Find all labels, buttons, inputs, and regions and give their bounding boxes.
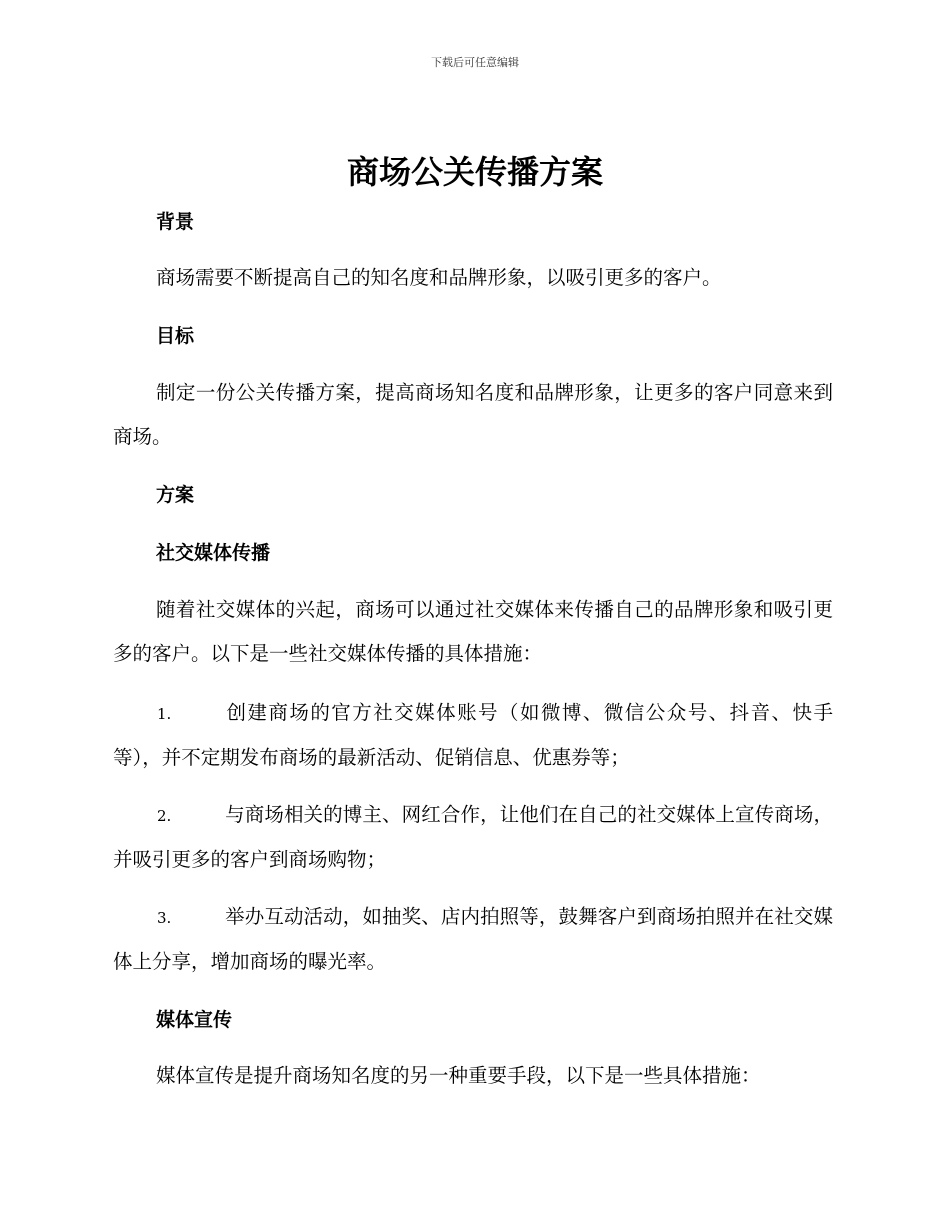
list-number: 2. — [157, 807, 172, 825]
heading-media: 媒体宣传 — [156, 1009, 233, 1031]
list-number: 1. — [157, 705, 172, 723]
list-item-text: 与商场相关的博主、网红合作，让他们在自己的社交媒体上宣传商场，并吸引更多的客户到商场购物； — [113, 803, 833, 871]
list-item — [113, 691, 833, 780]
heading-background: 背景 — [156, 211, 195, 233]
list-item — [113, 793, 833, 882]
heading-social-media: 社交媒体传播 — [156, 542, 271, 564]
list-item — [113, 895, 833, 984]
paragraph-social-media-intro: 随着社交媒体的兴起，商场可以通过社交媒体来传播自己的品牌形象和吸引更多的客户。以下是一些社交媒体传播的具体措施： — [113, 598, 833, 665]
document-title: 商场公关传播方案 — [346, 153, 603, 191]
heading-goal: 目标 — [156, 325, 195, 347]
header-note: 下载后可任意编辑 — [431, 56, 519, 69]
paragraph-media-intro: 媒体宣传是提升商场知名度的另一种重要手段，以下是一些具体措施： — [156, 1064, 761, 1087]
paragraph-goal: 制定一份公关传播方案，提高商场知名度和品牌形象，让更多的客户同意来到商场。 — [113, 381, 833, 448]
paragraph-background: 商场需要不断提高自己的知名度和品牌形象，以吸引更多的客户。 — [156, 266, 722, 289]
list-item-text: 举办互动活动，如抽奖、店内拍照等，鼓舞客户到商场拍照并在社交媒体上分享，增加商场的曝光率。 — [113, 905, 833, 973]
heading-plan: 方案 — [156, 484, 195, 506]
list-item-text: 创建商场的官方社交媒体账号（如微博、微信公众号、抖音、快手等），并不定期发布商场的最新活动、促销信息、优惠券等； — [113, 701, 833, 769]
list-number: 3. — [157, 909, 172, 927]
